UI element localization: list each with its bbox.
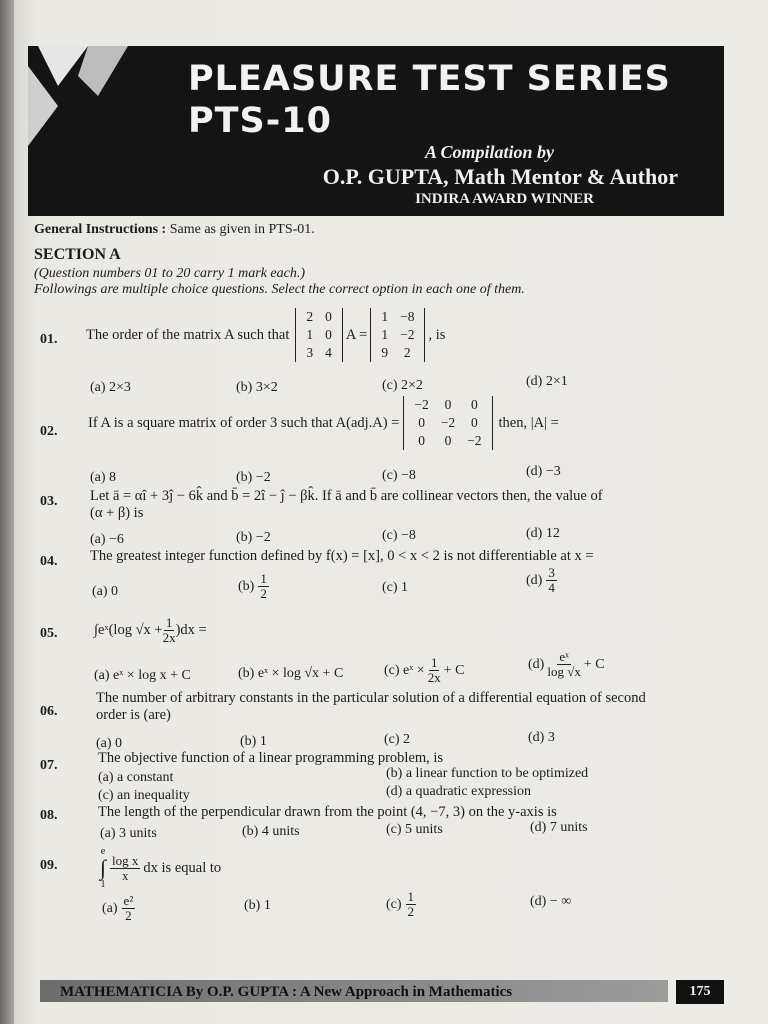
series-code: PTS-10 [188, 101, 332, 141]
question-7: The objective function of a linear programming problem, is [98, 750, 444, 766]
question-3 [90, 488, 700, 522]
instructions-label: General Instructions : [34, 222, 167, 237]
option-d[interactable]: (d) −3 [526, 464, 561, 479]
question-tail: , is [428, 326, 446, 343]
option-b[interactable]: (b) −2 [236, 530, 271, 545]
option-a[interactable]: (a) 3 units [100, 826, 157, 841]
option-d[interactable]: (d) 2×1 [526, 374, 568, 389]
option-c[interactable]: (c) $\frac{1}{2}$ [386, 889, 415, 919]
question-number: 05. [40, 626, 58, 641]
mcq-note: Followings are multiple choice questions. Select the correct option in each one of them. [34, 282, 525, 297]
option-c[interactable]: (c) eˣ × $\frac{1}{2x}$ + C [384, 655, 465, 685]
footer-text: MATHEMATICIA By O.P. GUPTA : A New Approach in Mathematics [60, 984, 513, 1000]
integral: e ∫ 1 [100, 846, 107, 890]
fraction: $\frac{\text{log x}}{x}$ [112, 852, 139, 883]
logo-icon [28, 46, 148, 166]
option-d[interactable]: (d) $\frac{\text{eˣ}}{\log √x}$ + C [528, 649, 605, 679]
question-1 [86, 308, 445, 362]
marks-note: (Question numbers 01 to 20 carry 1 mark each.) [34, 266, 306, 281]
compiled-by: A Compilation by [424, 142, 554, 162]
question-2 [88, 396, 559, 450]
question-number: 09. [40, 858, 58, 873]
question-tail: dx is equal to [143, 859, 222, 876]
question-6 [96, 690, 716, 724]
header-banner [28, 46, 724, 216]
general-instructions [34, 222, 315, 238]
option-d[interactable]: (d) − ∞ [530, 894, 572, 909]
option-c[interactable]: (c) 5 units [386, 822, 443, 837]
question-number: 02. [40, 424, 58, 439]
fraction: $\frac{1}{2x}$ [162, 615, 176, 645]
question-number: 01. [40, 332, 58, 347]
option-c[interactable]: (c) −8 [382, 468, 416, 483]
question-9 [100, 846, 221, 890]
option-a[interactable]: (a) $\frac{\text{e²}}{2}$ [102, 893, 134, 923]
option-a[interactable]: (a) 8 [90, 470, 117, 485]
question-number: 08. [40, 808, 58, 823]
option-a[interactable]: (a) −6 [90, 532, 124, 547]
instructions-text: Same as given in PTS-01. [169, 222, 315, 237]
option-b[interactable]: (b) eˣ × log √x + C [238, 666, 344, 681]
option-a[interactable]: (a) 0 [96, 736, 123, 751]
option-b[interactable]: (b) 4 units [242, 824, 300, 839]
option-d[interactable]: (d) 3 [528, 730, 555, 745]
matrix-equals: A = [345, 326, 368, 343]
question-text: If A is a square matrix of order 3 such that A(adj.A) = [88, 414, 400, 431]
fraction: $\frac{3}{4}$ [548, 565, 555, 595]
option-a[interactable]: (a) 2×3 [90, 380, 131, 395]
option-b[interactable]: (b) $\frac{1}{2}$ [238, 571, 267, 601]
option-c[interactable]: (c) an inequality [98, 788, 190, 803]
option-b[interactable]: (b) −2 [236, 470, 271, 485]
page-number: 175 [676, 980, 724, 1004]
option-d[interactable]: (d) 12 [526, 526, 560, 541]
option-c[interactable]: (c) −8 [382, 528, 416, 543]
question-text-2: (α + β) is [90, 505, 144, 521]
option-b[interactable]: (b) 1 [240, 734, 267, 749]
series-title: PLEASURE TEST SERIES [188, 59, 671, 99]
question-4: The greatest integer function defined by f(x) = [x], 0 < x < 2 is not differentiable at x = [90, 548, 594, 564]
fraction: $\frac{1}{2}$ [260, 571, 267, 601]
option-d[interactable]: (d) a quadratic expression [386, 784, 531, 799]
question-8: The length of the perpendicular drawn from the point (4, −7, 3) on the y-axis is [98, 804, 557, 820]
option-d[interactable]: (d) $\frac{3}{4}$ [526, 565, 555, 595]
question-tail: then, |A| = [498, 414, 559, 431]
question-text: The order of the matrix A such that [86, 326, 290, 343]
option-a[interactable]: (a) eˣ × log x + C [94, 668, 191, 683]
matrix-right: 1 −8 1 −2 9 2 [370, 308, 425, 362]
option-b[interactable]: (b) 3×2 [236, 380, 278, 395]
option-b[interactable]: (b) 1 [244, 898, 271, 913]
question-tail: )dx = [175, 622, 207, 638]
option-a[interactable]: (a) a constant [98, 770, 174, 785]
fraction: $\frac{\text{e²}}{2}$ [123, 893, 134, 923]
award-text: INDIRA AWARD WINNER [415, 191, 594, 207]
option-d[interactable]: (d) 7 units [530, 820, 588, 835]
question-text-2: order is (are) [96, 707, 171, 723]
matrix: −2 0 0 0 −2 0 0 0 −2 [403, 396, 492, 450]
question-5 [94, 616, 207, 645]
question-number: 07. [40, 758, 58, 773]
option-a[interactable]: (a) 0 [92, 584, 119, 599]
question-text: The number of arbitrary constants in the particular solution of a differential equation of second [96, 690, 646, 706]
question-number: 03. [40, 494, 58, 509]
author-name: O.P. GUPTA, Math Mentor & Author [322, 164, 678, 189]
question-number: 04. [40, 554, 58, 569]
question-text: Let ā = αî + 3ĵ − 6k̂ and b̄ = 2î − ĵ − βk̂. If ā and b̄ are collinear vectors then, the value of [90, 488, 603, 504]
fraction: $\frac{1}{2}$ [407, 889, 415, 919]
fraction: $\frac{\text{eˣ}}{\log √x}$ [547, 649, 581, 679]
option-c[interactable]: (c) 2×2 [382, 378, 423, 393]
option-b[interactable]: (b) a linear function to be optimized [386, 766, 589, 781]
question-text: ∫eˣ(log √x + [94, 622, 163, 638]
question-number: 06. [40, 704, 58, 719]
option-c[interactable]: (c) 2 [384, 732, 411, 747]
option-c[interactable]: (c) 1 [382, 580, 409, 595]
matrix-left: 2 0 1 0 3 4 [295, 308, 343, 362]
fraction: $\frac{1}{2x}$ [427, 655, 441, 685]
section-title: SECTION A [34, 246, 121, 263]
book-spine [0, 0, 14, 1024]
